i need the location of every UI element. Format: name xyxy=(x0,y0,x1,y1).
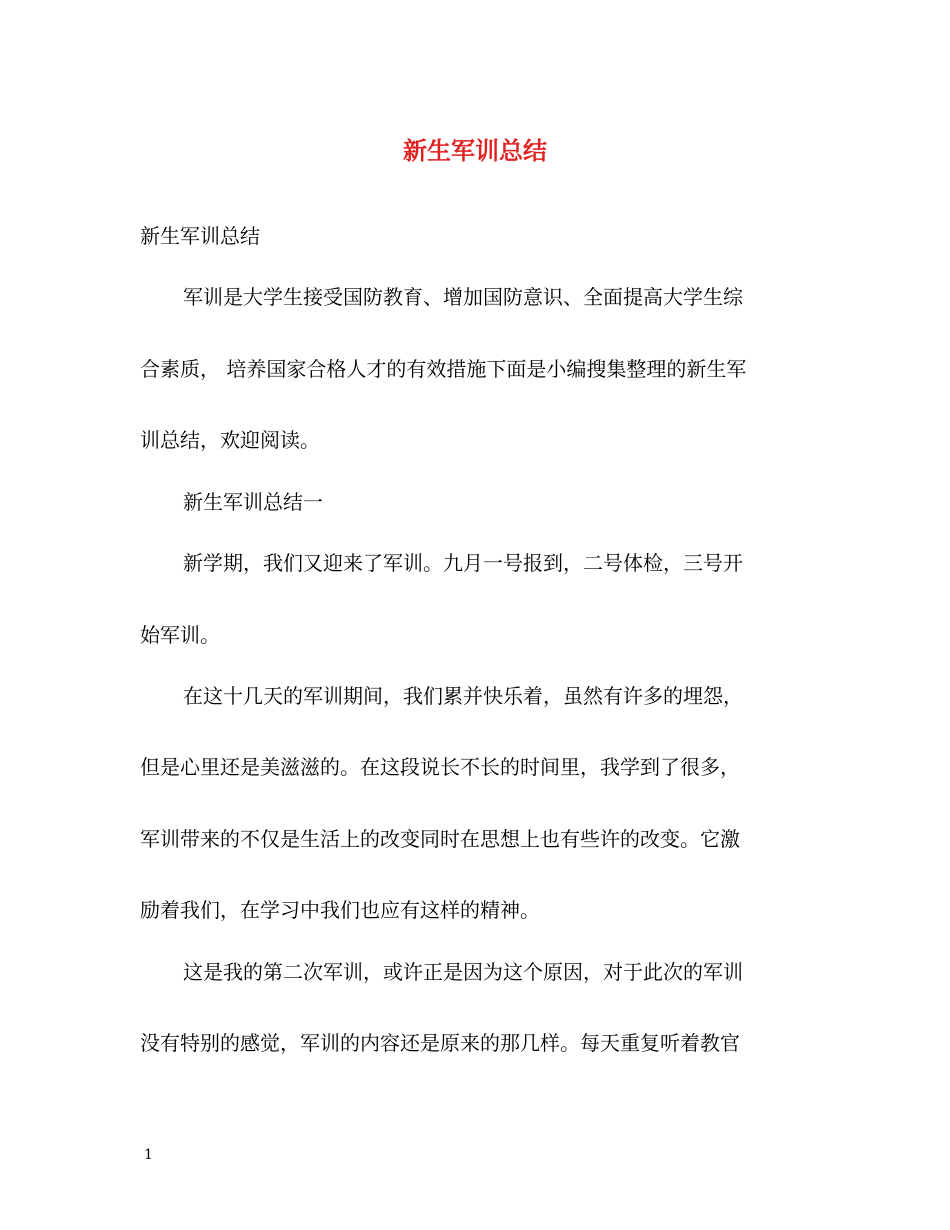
paragraph-line: 但是心里还是美滋滋的。在这段说长不长的时间里，我学到了很多， xyxy=(140,755,740,779)
paragraph-line: 军训带来的不仅是生活上的改变同时在思想上也有些许的改变。它激 xyxy=(140,827,740,851)
paragraph-line: 没有特别的感觉，军训的内容还是原来的那几样。每天重复听着教官 xyxy=(140,1031,740,1055)
paragraph-line: 新学期，我们又迎来了军训。九月一号报到，二号体检，三号开 xyxy=(183,551,743,575)
section-heading: 新生军训总结 xyxy=(140,224,260,248)
paragraph-line: 这是我的第二次军训，或许正是因为这个原因，对于此次的军训 xyxy=(183,960,743,984)
paragraph-line: 在这十几天的军训期间，我们累并快乐着，虽然有许多的埋怨， xyxy=(183,684,743,708)
paragraph-line: 励着我们，在学习中我们也应有这样的精神。 xyxy=(140,898,540,922)
paragraph-line: 军训是大学生接受国防教育、增加国防意识、全面提高大学生综 xyxy=(183,285,743,309)
document-title: 新生军训总结 xyxy=(403,136,547,165)
paragraph-line: 始军训。 xyxy=(140,623,220,647)
paragraph-line: 训总结，欢迎阅读。 xyxy=(140,428,320,452)
paragraph-line: 合素质， 培养国家合格人才的有效措施下面是小编搜集整理的新生军 xyxy=(140,357,747,381)
page-number: 1 xyxy=(144,1147,153,1163)
subsection-heading: 新生军训总结一 xyxy=(183,490,323,514)
